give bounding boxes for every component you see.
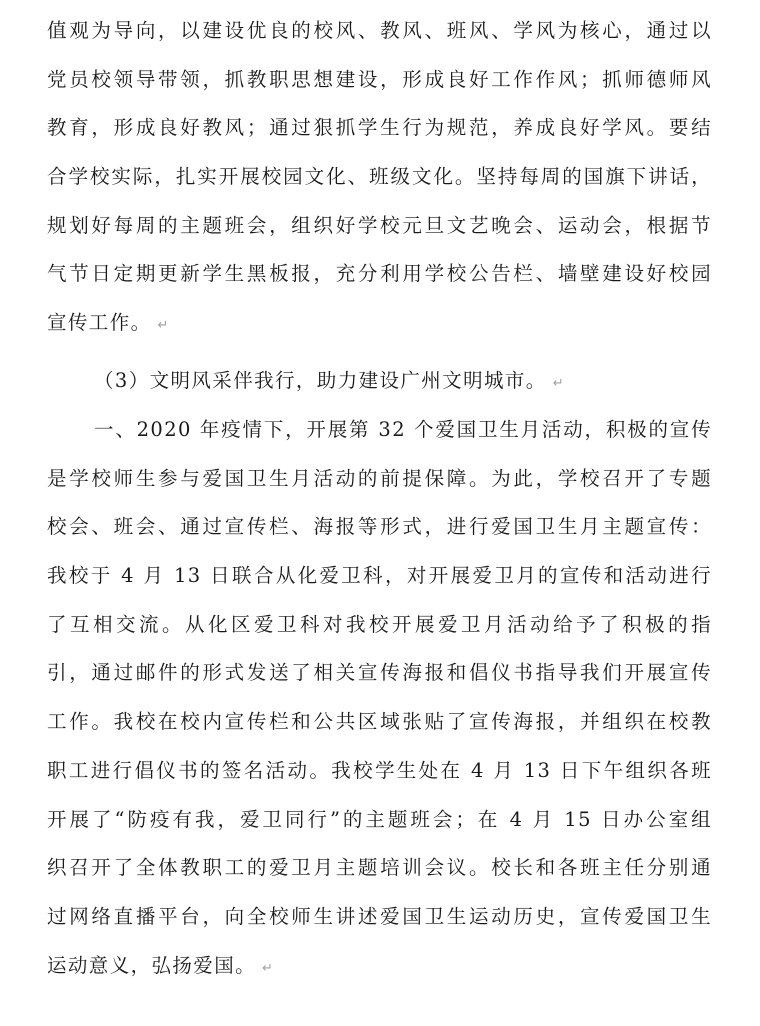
text-line: 是学校师生参与爱国卫生月活动的前提保障。为此，学校召开了专题	[47, 466, 712, 490]
text-line: 规划好每周的主题班会，组织好学校元旦文艺晚会、运动会，根据节	[47, 213, 712, 237]
text-line-last	[47, 942, 712, 991]
text-line: 校会、班会、通过宣传栏、海报等形式，进行爱国卫生月主题宣传：	[47, 515, 712, 539]
text-line: 一、2020 年疫情下，开展第 32 个爱国卫生月活动，积极的宣传	[94, 418, 712, 441]
paragraph-continuation	[47, 7, 712, 348]
text-line: 党员校领导带领，抓教职思想建设，形成良好工作作风；抓师德师风	[47, 67, 712, 91]
section-heading	[47, 357, 712, 406]
paragraph-mark-icon: ↵	[262, 960, 273, 976]
text-line: 值观为导向，以建设优良的校风、教风、班风、学风为核心，通过以	[47, 19, 712, 42]
text-line: 开展了“防疫有我，爱卫同行”的主题班会；在 4 月 15 日办公室组	[47, 807, 712, 831]
text-line: 运动意义，弘扬爱国。	[47, 953, 257, 977]
text-line: 过网络直播平台，向全校师生讲述爱国卫生运动历史，宣传爱国卫生	[47, 904, 712, 928]
text-line: 工作。我校在校内宣传栏和公共区域张贴了宣传海报，并组织在校教	[47, 710, 712, 734]
section-heading-text: （3）文明风采伴我行，助力建设广州文明城市。	[94, 369, 547, 392]
text-line: 教育，形成良好教风；通过狠抓学生行为规范，养成良好学风。要结	[47, 116, 712, 140]
paragraph-activity	[47, 406, 712, 990]
paragraph-mark-icon: ↵	[552, 376, 564, 391]
paragraph-mark-icon: ↵	[157, 318, 169, 334]
text-line: 合学校实际，扎实开展校园文化、班级文化。坚持每周的国旗下讲话，	[47, 165, 712, 189]
text-line: 了互相交流。从化区爱卫科对我校开展爱卫月活动给予了积极的指	[47, 612, 712, 636]
text-line: 我校于 4 月 13 日联合从化爱卫科，对开展爱卫月的宣传和活动进行	[47, 564, 712, 588]
text-line: 职工进行倡仪书的签名活动。我校学生处在 4 月 13 日下午组织各班	[47, 758, 712, 782]
text-line: 宣传工作。	[47, 311, 152, 335]
text-line: 引，通过邮件的形式发送了相关宣传海报和倡仪书指导我们开展宣传	[47, 661, 712, 685]
section-heading-block	[47, 357, 712, 406]
text-line: 气节日定期更新学生黑板报，充分利用学校公告栏、墙壁建设好校园	[47, 262, 712, 286]
text-line-last	[47, 299, 712, 348]
text-line: 织召开了全体教职工的爱卫月主题培训会议。校长和各班主任分别通	[47, 856, 712, 880]
